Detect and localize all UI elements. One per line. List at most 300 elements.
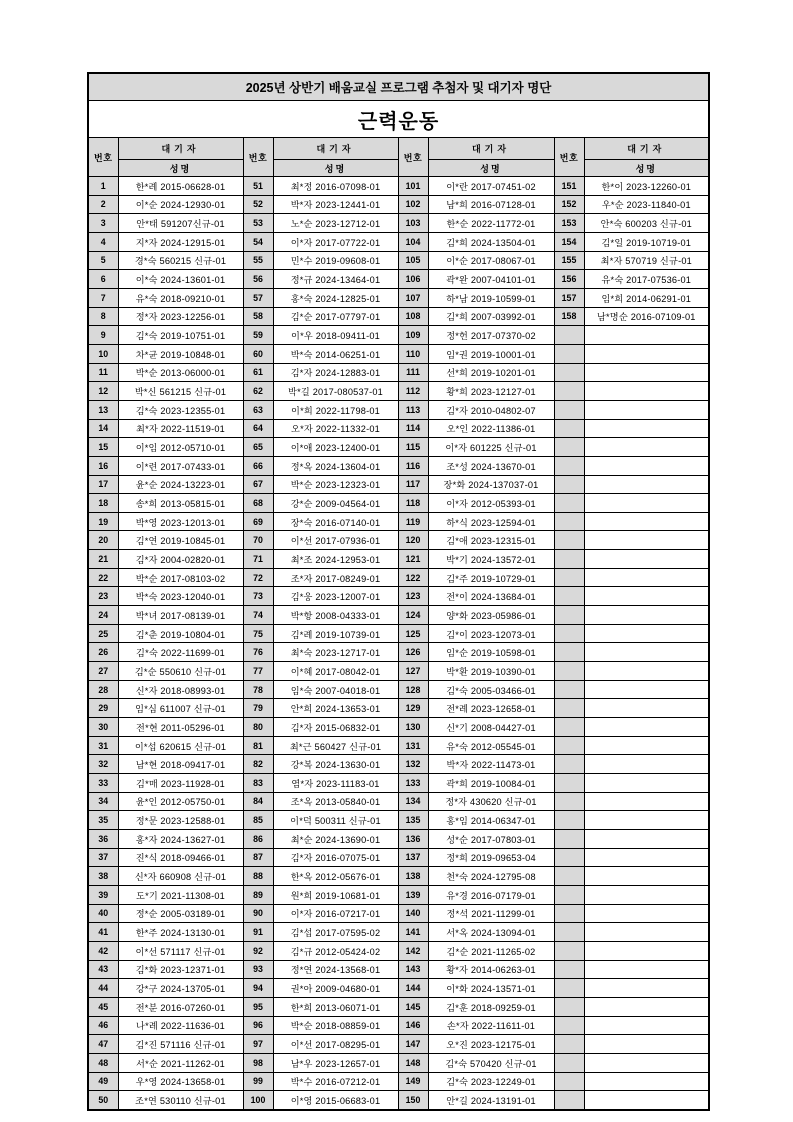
- waitlist-name-cell: 한*희 2013-06071-01: [273, 997, 398, 1016]
- column-header-waitlist: 대기자: [118, 138, 243, 160]
- row-number-cell: 134: [398, 792, 428, 811]
- waitlist-name-cell: 이*임 2012-05710-01: [118, 438, 243, 457]
- waitlist-name-cell: 김*숙 2022-11699-01: [118, 643, 243, 662]
- waitlist-name-cell: 김*주 2019-10729-01: [428, 568, 554, 587]
- waitlist-name-cell: 장*숙 2016-07140-01: [273, 512, 398, 531]
- row-number-cell: 112: [398, 382, 428, 401]
- waitlist-name-cell: 전*분 2016-07260-01: [118, 997, 243, 1016]
- waitlist-name-cell: 박*자 2022-11473-01: [428, 755, 554, 774]
- waitlist-name-cell: 최*근 560427 신규-01: [273, 736, 398, 755]
- row-number-cell: 47: [88, 1035, 118, 1054]
- row-number-cell: 87: [243, 848, 273, 867]
- table-row: [88, 885, 709, 904]
- waitlist-name-cell: 남*현 2018-09417-01: [118, 755, 243, 774]
- waitlist-name-cell: [584, 829, 709, 848]
- row-number-cell: 10: [88, 344, 118, 363]
- waitlist-name-cell: 박*순 2017-08103-02: [118, 568, 243, 587]
- table-row: [88, 382, 709, 401]
- waitlist-name-cell: 유*숙 2012-05545-01: [428, 736, 554, 755]
- table-row: [88, 270, 709, 289]
- waitlist-name-cell: 이*자 2017-07722-01: [273, 232, 398, 251]
- table-row: [88, 456, 709, 475]
- row-number-cell: 105: [398, 251, 428, 270]
- table-row: [88, 195, 709, 214]
- row-number-cell: 14: [88, 419, 118, 438]
- row-number-cell: [554, 662, 584, 681]
- row-number-cell: 148: [398, 1053, 428, 1072]
- waitlist-name-cell: 한*이 2023-12260-01: [584, 177, 709, 196]
- row-number-cell: 88: [243, 867, 273, 886]
- column-header-name: 성명: [118, 160, 243, 177]
- row-number-cell: 144: [398, 979, 428, 998]
- row-number-cell: 42: [88, 941, 118, 960]
- waitlist-name-cell: 오*진 2023-12175-01: [428, 1035, 554, 1054]
- waitlist-name-cell: 김*연 2019-10845-01: [118, 531, 243, 550]
- waitlist-name-cell: 김*자 2016-07075-01: [273, 848, 398, 867]
- table-row: [88, 288, 709, 307]
- waitlist-name-cell: 민*수 2019-09608-01: [273, 251, 398, 270]
- table-row: [88, 550, 709, 569]
- waitlist-name-cell: 김*희 2024-13504-01: [428, 232, 554, 251]
- row-number-cell: 22: [88, 568, 118, 587]
- waitlist-name-cell: 임*희 2014-06291-01: [584, 288, 709, 307]
- row-number-cell: 117: [398, 475, 428, 494]
- row-number-cell: 56: [243, 270, 273, 289]
- waitlist-name-cell: 오*자 2022-11332-01: [273, 419, 398, 438]
- waitlist-name-cell: 박*수 2016-07212-01: [273, 1072, 398, 1091]
- waitlist-name-cell: [584, 400, 709, 419]
- waitlist-name-cell: 이*숙 2024-13601-01: [118, 270, 243, 289]
- waitlist-table: [87, 72, 710, 1111]
- waitlist-name-cell: 김*자 2010-04802-07: [428, 400, 554, 419]
- row-number-cell: 130: [398, 718, 428, 737]
- row-number-cell: 96: [243, 1016, 273, 1035]
- row-number-cell: 51: [243, 177, 273, 196]
- waitlist-name-cell: 도*기 2021-11308-01: [118, 885, 243, 904]
- row-number-cell: [554, 848, 584, 867]
- waitlist-name-cell: 최*정 2016-07098-01: [273, 177, 398, 196]
- row-number-cell: 122: [398, 568, 428, 587]
- table-row: [88, 848, 709, 867]
- waitlist-name-cell: 박*항 2008-04333-01: [273, 606, 398, 625]
- waitlist-name-cell: 장*화 2024-137037-01: [428, 475, 554, 494]
- row-number-cell: 142: [398, 941, 428, 960]
- column-header-no: 번호: [398, 138, 428, 177]
- waitlist-name-cell: 홍*숙 2024-12825-01: [273, 288, 398, 307]
- table-row: [88, 606, 709, 625]
- waitlist-name-cell: 노*순 2023-12712-01: [273, 214, 398, 233]
- row-number-cell: 140: [398, 904, 428, 923]
- waitlist-name-cell: [584, 531, 709, 550]
- row-number-cell: 44: [88, 979, 118, 998]
- row-number-cell: 17: [88, 475, 118, 494]
- waitlist-name-cell: [584, 550, 709, 569]
- table-row: [88, 941, 709, 960]
- waitlist-name-cell: 박*숙 2014-06251-01: [273, 344, 398, 363]
- table-row: [88, 904, 709, 923]
- waitlist-name-cell: 안*길 2024-13191-01: [428, 1091, 554, 1110]
- row-number-cell: [554, 904, 584, 923]
- row-number-cell: 145: [398, 997, 428, 1016]
- row-number-cell: [554, 494, 584, 513]
- row-number-cell: 3: [88, 214, 118, 233]
- table-row: [88, 400, 709, 419]
- table-row: [88, 1091, 709, 1110]
- waitlist-name-cell: 김*진 571116 신규-01: [118, 1035, 243, 1054]
- waitlist-name-cell: [584, 755, 709, 774]
- row-number-cell: 108: [398, 307, 428, 326]
- row-number-cell: 66: [243, 456, 273, 475]
- waitlist-name-cell: 이*우 2018-09411-01: [273, 326, 398, 345]
- row-number-cell: [554, 979, 584, 998]
- waitlist-name-cell: [584, 568, 709, 587]
- waitlist-name-cell: [584, 736, 709, 755]
- waitlist-name-cell: 오*인 2022-11386-01: [428, 419, 554, 438]
- row-number-cell: 54: [243, 232, 273, 251]
- row-number-cell: [554, 997, 584, 1016]
- waitlist-name-cell: [584, 1053, 709, 1072]
- roster-table-body: [88, 177, 709, 1110]
- row-number-cell: 109: [398, 326, 428, 345]
- waitlist-name-cell: 이*희 2022-11798-01: [273, 400, 398, 419]
- waitlist-name-cell: 신*자 660908 신규-01: [118, 867, 243, 886]
- row-number-cell: 39: [88, 885, 118, 904]
- row-number-cell: 2: [88, 195, 118, 214]
- table-row: [88, 997, 709, 1016]
- waitlist-name-cell: 양*화 2023-05986-01: [428, 606, 554, 625]
- waitlist-name-cell: 이*애 2023-12400-01: [273, 438, 398, 457]
- waitlist-name-cell: 황*희 2023-12127-01: [428, 382, 554, 401]
- table-row: [88, 774, 709, 793]
- row-number-cell: 61: [243, 363, 273, 382]
- waitlist-name-cell: 박*신 561215 신규-01: [118, 382, 243, 401]
- table-row: [88, 251, 709, 270]
- row-number-cell: 146: [398, 1016, 428, 1035]
- table-row: [88, 1016, 709, 1035]
- row-number-cell: 48: [88, 1053, 118, 1072]
- row-number-cell: 43: [88, 960, 118, 979]
- waitlist-name-cell: 유*경 2016-07179-01: [428, 885, 554, 904]
- row-number-cell: 91: [243, 923, 273, 942]
- row-number-cell: 58: [243, 307, 273, 326]
- row-number-cell: 94: [243, 979, 273, 998]
- row-number-cell: 32: [88, 755, 118, 774]
- waitlist-name-cell: 한*옥 2012-05676-01: [273, 867, 398, 886]
- row-number-cell: [554, 941, 584, 960]
- row-number-cell: [554, 382, 584, 401]
- waitlist-name-cell: 최*숙 2023-12717-01: [273, 643, 398, 662]
- table-row: [88, 232, 709, 251]
- waitlist-name-cell: [584, 941, 709, 960]
- waitlist-name-cell: 김*숙 2023-12355-01: [118, 400, 243, 419]
- program-title: 근력운동: [88, 101, 709, 138]
- waitlist-name-cell: 서*순 2021-11262-01: [118, 1053, 243, 1072]
- row-number-cell: 127: [398, 662, 428, 681]
- column-header-waitlist: 대기자: [584, 138, 709, 160]
- waitlist-name-cell: 김*이 2023-12073-01: [428, 624, 554, 643]
- row-number-cell: 74: [243, 606, 273, 625]
- row-number-cell: 156: [554, 270, 584, 289]
- waitlist-name-cell: [584, 344, 709, 363]
- waitlist-name-cell: 조*옥 2013-05840-01: [273, 792, 398, 811]
- column-header-no: 번호: [554, 138, 584, 177]
- row-number-cell: [554, 755, 584, 774]
- waitlist-name-cell: 이*섭 620615 신규-01: [118, 736, 243, 755]
- waitlist-name-cell: 박*녀 2017-08139-01: [118, 606, 243, 625]
- waitlist-name-cell: 김*숙 2005-03466-01: [428, 680, 554, 699]
- row-number-cell: [554, 587, 584, 606]
- waitlist-name-cell: 윤*인 2012-05750-01: [118, 792, 243, 811]
- row-number-cell: [554, 419, 584, 438]
- row-number-cell: [554, 624, 584, 643]
- waitlist-name-cell: 이*선 2017-07936-01: [273, 531, 398, 550]
- waitlist-name-cell: [584, 1091, 709, 1110]
- table-row: [88, 475, 709, 494]
- row-number-cell: 19: [88, 512, 118, 531]
- waitlist-name-cell: [584, 960, 709, 979]
- row-number-cell: [554, 363, 584, 382]
- row-number-cell: 100: [243, 1091, 273, 1110]
- row-number-cell: 125: [398, 624, 428, 643]
- column-header-waitlist: 대기자: [273, 138, 398, 160]
- table-row: [88, 1072, 709, 1091]
- table-row: [88, 680, 709, 699]
- waitlist-name-cell: 김*희 2007-03992-01: [428, 307, 554, 326]
- row-number-cell: 82: [243, 755, 273, 774]
- table-row: [88, 438, 709, 457]
- row-number-cell: 111: [398, 363, 428, 382]
- table-row: [88, 587, 709, 606]
- table-row: [88, 494, 709, 513]
- waitlist-name-cell: 우*순 2023-11840-01: [584, 195, 709, 214]
- waitlist-name-cell: 김*훈 2018-09259-01: [428, 997, 554, 1016]
- waitlist-name-cell: 홍*자 2024-13627-01: [118, 829, 243, 848]
- row-number-cell: 151: [554, 177, 584, 196]
- waitlist-name-cell: 박*길 2017-080537-01: [273, 382, 398, 401]
- table-row: [88, 363, 709, 382]
- waitlist-name-cell: 원*희 2019-10681-01: [273, 885, 398, 904]
- row-number-cell: [554, 550, 584, 569]
- waitlist-name-cell: 진*식 2018-09466-01: [118, 848, 243, 867]
- waitlist-name-cell: 선*희 2019-10201-01: [428, 363, 554, 382]
- waitlist-name-cell: 한*주 2024-13130-01: [118, 923, 243, 942]
- row-number-cell: 69: [243, 512, 273, 531]
- waitlist-name-cell: [584, 867, 709, 886]
- row-number-cell: 40: [88, 904, 118, 923]
- row-number-cell: 129: [398, 699, 428, 718]
- table-row: [88, 699, 709, 718]
- row-number-cell: [554, 774, 584, 793]
- waitlist-name-cell: 이*순 2017-08067-01: [428, 251, 554, 270]
- row-number-cell: 65: [243, 438, 273, 457]
- row-number-cell: 21: [88, 550, 118, 569]
- row-number-cell: 126: [398, 643, 428, 662]
- waitlist-name-cell: 김*매 2023-11928-01: [118, 774, 243, 793]
- row-number-cell: 116: [398, 456, 428, 475]
- row-number-cell: 102: [398, 195, 428, 214]
- table-row: [88, 307, 709, 326]
- row-number-cell: 95: [243, 997, 273, 1016]
- row-number-cell: [554, 1035, 584, 1054]
- waitlist-name-cell: [584, 624, 709, 643]
- row-number-cell: 104: [398, 232, 428, 251]
- waitlist-name-cell: 안*희 2024-13653-01: [273, 699, 398, 718]
- row-number-cell: 9: [88, 326, 118, 345]
- waitlist-name-cell: 유*숙 2018-09210-01: [118, 288, 243, 307]
- row-number-cell: 57: [243, 288, 273, 307]
- waitlist-name-cell: [584, 811, 709, 830]
- waitlist-name-cell: 나*례 2022-11636-01: [118, 1016, 243, 1035]
- waitlist-name-cell: [584, 494, 709, 513]
- row-number-cell: 49: [88, 1072, 118, 1091]
- table-row: [88, 792, 709, 811]
- row-number-cell: 128: [398, 680, 428, 699]
- waitlist-name-cell: [584, 606, 709, 625]
- waitlist-name-cell: 조*성 2024-13670-01: [428, 456, 554, 475]
- row-number-cell: 20: [88, 531, 118, 550]
- row-number-cell: 5: [88, 251, 118, 270]
- waitlist-name-cell: 최*조 2024-12953-01: [273, 550, 398, 569]
- row-number-cell: 78: [243, 680, 273, 699]
- waitlist-name-cell: 이*자 2016-07217-01: [273, 904, 398, 923]
- waitlist-name-cell: [584, 475, 709, 494]
- row-number-cell: 33: [88, 774, 118, 793]
- row-number-cell: 103: [398, 214, 428, 233]
- row-number-cell: [554, 699, 584, 718]
- row-number-cell: 46: [88, 1016, 118, 1035]
- row-number-cell: 45: [88, 997, 118, 1016]
- row-number-cell: 36: [88, 829, 118, 848]
- row-number-cell: 62: [243, 382, 273, 401]
- table-row: [88, 662, 709, 681]
- row-number-cell: 153: [554, 214, 584, 233]
- waitlist-name-cell: 정*연 2024-13568-01: [273, 960, 398, 979]
- row-number-cell: 83: [243, 774, 273, 793]
- row-number-cell: [554, 792, 584, 811]
- waitlist-name-cell: 강*구 2024-13705-01: [118, 979, 243, 998]
- row-number-cell: [554, 1072, 584, 1091]
- waitlist-name-cell: 박*순 2018-08859-01: [273, 1016, 398, 1035]
- row-number-cell: 133: [398, 774, 428, 793]
- column-header-name: 성명: [428, 160, 554, 177]
- row-number-cell: 53: [243, 214, 273, 233]
- column-header-name: 성명: [584, 160, 709, 177]
- waitlist-name-cell: 전*현 2011-05296-01: [118, 718, 243, 737]
- waitlist-name-cell: 이*자 601225 신규-01: [428, 438, 554, 457]
- row-number-cell: 35: [88, 811, 118, 830]
- waitlist-name-cell: 안*숙 600203 신규-01: [584, 214, 709, 233]
- row-number-cell: 70: [243, 531, 273, 550]
- waitlist-name-cell: 강*복 2024-13630-01: [273, 755, 398, 774]
- waitlist-name-cell: [584, 997, 709, 1016]
- row-number-cell: [554, 475, 584, 494]
- row-number-cell: 149: [398, 1072, 428, 1091]
- waitlist-name-cell: 지*자 2024-12915-01: [118, 232, 243, 251]
- table-row: [88, 829, 709, 848]
- row-number-cell: 81: [243, 736, 273, 755]
- waitlist-name-cell: [584, 699, 709, 718]
- row-number-cell: 143: [398, 960, 428, 979]
- waitlist-name-cell: 김*숙 2019-10751-01: [118, 326, 243, 345]
- waitlist-name-cell: 우*영 2024-13658-01: [118, 1072, 243, 1091]
- waitlist-name-cell: 김*자 2004-02820-01: [118, 550, 243, 569]
- row-number-cell: [554, 344, 584, 363]
- table-row: [88, 755, 709, 774]
- table-row: [88, 326, 709, 345]
- table-row: [88, 624, 709, 643]
- row-number-cell: 158: [554, 307, 584, 326]
- roster-sheet: [87, 72, 708, 1111]
- row-number-cell: [554, 923, 584, 942]
- row-number-cell: 113: [398, 400, 428, 419]
- row-number-cell: 141: [398, 923, 428, 942]
- table-row: [88, 736, 709, 755]
- waitlist-name-cell: 강*순 2009-04564-01: [273, 494, 398, 513]
- waitlist-name-cell: 염*자 2023-11183-01: [273, 774, 398, 793]
- waitlist-name-cell: [584, 718, 709, 737]
- waitlist-name-cell: 이*자 2012-05393-01: [428, 494, 554, 513]
- waitlist-name-cell: 박*환 2019-10390-01: [428, 662, 554, 681]
- waitlist-name-cell: 김*숙 570420 신규-01: [428, 1053, 554, 1072]
- row-number-cell: 30: [88, 718, 118, 737]
- row-number-cell: [554, 1091, 584, 1110]
- table-row: [88, 867, 709, 886]
- row-number-cell: 123: [398, 587, 428, 606]
- table-row: [88, 214, 709, 233]
- row-number-cell: 76: [243, 643, 273, 662]
- waitlist-name-cell: 김*애 2023-12315-01: [428, 531, 554, 550]
- waitlist-name-cell: [584, 848, 709, 867]
- waitlist-name-cell: 한*례 2015-06628-01: [118, 177, 243, 196]
- document-title: 2025년 상반기 배움교실 프로그램 추첨자 및 대기자 명단: [88, 73, 709, 101]
- waitlist-name-cell: 최*자 570719 신규-01: [584, 251, 709, 270]
- table-row: [88, 419, 709, 438]
- row-number-cell: 12: [88, 382, 118, 401]
- row-number-cell: 11: [88, 363, 118, 382]
- waitlist-name-cell: 이*혜 2017-08042-01: [273, 662, 398, 681]
- waitlist-name-cell: 손*자 2022-11611-01: [428, 1016, 554, 1035]
- waitlist-name-cell: 경*숙 560215 신규-01: [118, 251, 243, 270]
- row-number-cell: 73: [243, 587, 273, 606]
- row-number-cell: 136: [398, 829, 428, 848]
- row-number-cell: 131: [398, 736, 428, 755]
- waitlist-name-cell: 신*기 2008-04427-01: [428, 718, 554, 737]
- row-number-cell: 107: [398, 288, 428, 307]
- waitlist-name-cell: 이*련 2017-07433-01: [118, 456, 243, 475]
- waitlist-name-cell: 천*숙 2024-12795-08: [428, 867, 554, 886]
- waitlist-name-cell: 박*순 2023-12323-01: [273, 475, 398, 494]
- waitlist-name-cell: 임*심 611007 신규-01: [118, 699, 243, 718]
- column-header-name: 성명: [273, 160, 398, 177]
- row-number-cell: 4: [88, 232, 118, 251]
- waitlist-name-cell: [584, 1016, 709, 1035]
- row-number-cell: [554, 438, 584, 457]
- waitlist-name-cell: 김*웅 2023-12007-01: [273, 587, 398, 606]
- row-number-cell: 154: [554, 232, 584, 251]
- waitlist-name-cell: 이*영 2015-06683-01: [273, 1091, 398, 1110]
- row-number-cell: 85: [243, 811, 273, 830]
- waitlist-name-cell: [584, 456, 709, 475]
- row-number-cell: 124: [398, 606, 428, 625]
- table-row: [88, 979, 709, 998]
- waitlist-name-cell: 임*순 2019-10598-01: [428, 643, 554, 662]
- waitlist-name-cell: 송*희 2013-05815-01: [118, 494, 243, 513]
- row-number-cell: 89: [243, 885, 273, 904]
- row-number-cell: 157: [554, 288, 584, 307]
- waitlist-name-cell: [584, 419, 709, 438]
- waitlist-name-cell: 황*자 2014-06263-01: [428, 960, 554, 979]
- row-number-cell: 132: [398, 755, 428, 774]
